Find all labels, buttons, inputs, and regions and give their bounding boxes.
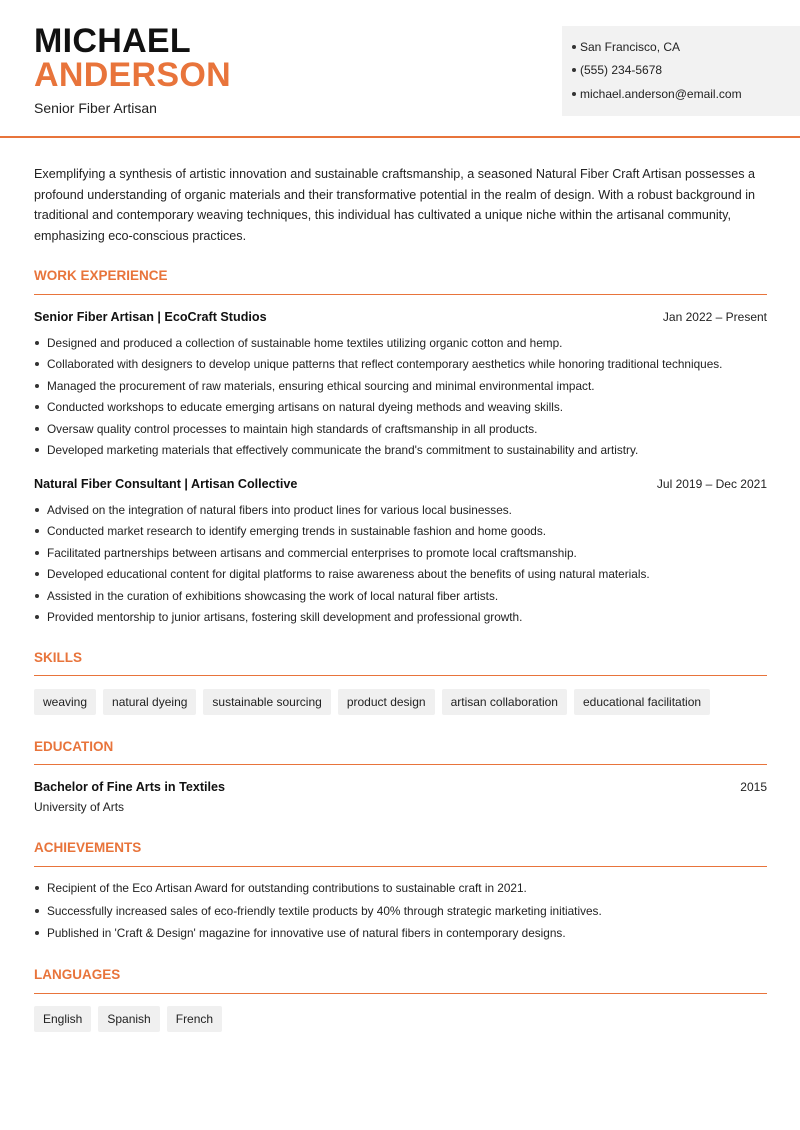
education-degree: Bachelor of Fine Arts in Textiles: [34, 780, 226, 794]
skill-chip: artisan collaboration: [442, 689, 567, 715]
work-experience-title: WORK EXPERIENCE: [34, 268, 168, 283]
language-chip: English: [34, 1006, 91, 1032]
job-title: Senior Fiber Artisan: [34, 100, 157, 116]
job-bullet-list: [34, 335, 774, 463]
contact-phone: (555) 234-5678: [580, 63, 663, 77]
professional-summary: Exemplifying a synthesis of artistic innovation and sustainable craftsmanship, a seasoned Natural Fiber Craft Artisan possesses a profound understanding of organic materials and their transformative potential in the realm of design. With a robust background in traditional and contemporary weaving techniques, this individual has cultivated a unique niche within the artisanal community, emphasizing eco-conscious practices.: [34, 167, 756, 244]
skill-chip: product design: [338, 689, 435, 715]
language-chip: Spanish: [98, 1006, 159, 1032]
skill-chip: sustainable sourcing: [203, 689, 330, 715]
list-item: Provided mentorship to junior artisans, fostering skill development and professional growth.: [34, 609, 774, 630]
skill-chip: natural dyeing: [103, 689, 196, 715]
achievements-list: [34, 880, 774, 948]
list-item: Developed educational content for digital platforms to raise awareness about the benefits of using natural materials.: [34, 566, 774, 587]
list-item: Assisted in the curation of exhibitions showcasing the work of local natural fiber artists.: [34, 588, 774, 609]
list-item: Conducted market research to identify emerging trends in sustainable fashion and home goods.: [34, 523, 774, 544]
skills-title: SKILLS: [34, 650, 83, 665]
list-item: Managed the procurement of raw materials, ensuring ethical sourcing and minimal environmental impact.: [34, 378, 774, 399]
list-item: Developed marketing materials that effectively communicate the brand's commitment to sustainability and artistry.: [34, 442, 774, 463]
achievements-divider: [34, 866, 767, 867]
work-experience-divider: [34, 294, 767, 295]
job-dates: Jul 2019 – Dec 2021: [656, 477, 767, 491]
job-heading: Natural Fiber Consultant | Artisan Collective: [34, 477, 298, 491]
contact-box: [562, 26, 800, 116]
skills-divider: [34, 675, 767, 676]
list-item: Collaborated with designers to develop unique patterns that reflect contemporary aesthetics while honoring traditional techniques.: [34, 356, 774, 377]
list-item: Facilitated partnerships between artisans and commercial enterprises to promote local craftsmanship.: [34, 545, 774, 566]
language-chip: French: [167, 1006, 222, 1032]
list-item: Conducted workshops to educate emerging artisans on natural dyeing methods and weaving skills.: [34, 399, 774, 420]
resume-header: [0, 0, 800, 137]
education-school: University of Arts: [34, 800, 125, 814]
last-name: ANDERSON: [34, 56, 231, 94]
skill-chip: weaving: [34, 689, 96, 715]
education-title: EDUCATION: [34, 739, 114, 754]
skill-chip: educational facilitation: [574, 689, 710, 715]
education-year: 2015: [740, 780, 767, 794]
header-divider: [0, 136, 800, 138]
list-item: Successfully increased sales of eco-friendly textile products by 40% through strategic marketing initiatives.: [34, 903, 774, 926]
languages-list: [34, 1006, 222, 1032]
languages-divider: [34, 993, 767, 994]
languages-title: LANGUAGES: [34, 967, 121, 982]
job-heading: Senior Fiber Artisan | EcoCraft Studios: [34, 310, 267, 324]
first-name: MICHAEL: [34, 22, 191, 60]
list-item: Published in 'Craft & Design' magazine for innovative use of natural fibers in contemporary designs.: [34, 925, 774, 948]
list-item: Designed and produced a collection of sustainable home textiles utilizing organic cotton and hemp.: [34, 335, 774, 356]
education-divider: [34, 764, 767, 765]
list-item: Recipient of the Eco Artisan Award for outstanding contributions to sustainable craft in 2021.: [34, 880, 774, 903]
contact-location: San Francisco, CA: [580, 40, 681, 54]
list-item: Oversaw quality control processes to maintain high standards of craftsmanship in all products.: [34, 421, 774, 442]
list-item: Advised on the integration of natural fibers into product lines for various local businesses.: [34, 502, 774, 523]
job-bullet-list: [34, 502, 774, 630]
achievements-title: ACHIEVEMENTS: [34, 840, 142, 855]
skills-list: [34, 689, 710, 715]
contact-email: michael.anderson@email.com: [580, 87, 742, 101]
job-dates: Jan 2022 – Present: [662, 310, 767, 324]
